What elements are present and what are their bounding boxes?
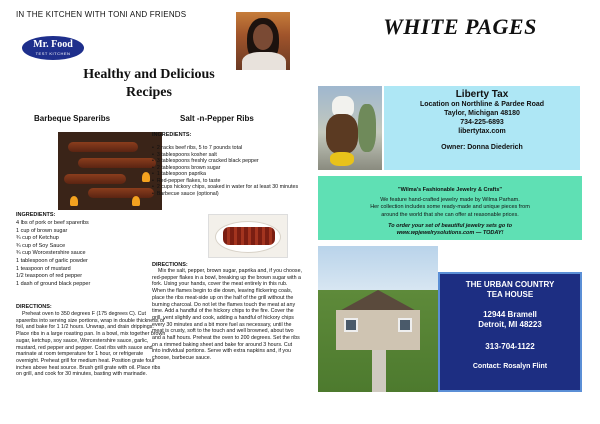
author-portrait-photo [236, 12, 290, 70]
tea-house-name: THE URBAN COUNTRY TEA HOUSE [465, 280, 555, 299]
list-item: • 2 tablespoons brown sugar [152, 165, 302, 172]
jewelry-title: "Wilma's Fashionable Jewelry & Crafts" [398, 187, 502, 193]
spareribs-photo [58, 132, 162, 210]
liberty-tax-name: Liberty Tax [455, 89, 509, 100]
jewelry-line: We feature hand-crafted jewelry made by Wilma Parham. [380, 197, 520, 204]
jewelry-line: around the world that she can offer at reasonable prices. [381, 211, 519, 218]
list-item: • 3 tablespoons kosher salt [152, 152, 302, 159]
list-item: • 2 racks beef ribs, 5 to 7 pounds total [152, 145, 302, 152]
liberty-mascot-photo [318, 86, 382, 170]
logo-subtitle: TEST KITCHEN [35, 51, 71, 56]
ingredients-list-salt-pepper [152, 145, 302, 197]
list-item: • 1 tablespoon paprika [152, 171, 302, 178]
jewelry-order-link[interactable]: www.wpjewelrysolutions.com — TODAY! [396, 230, 504, 237]
list-item: ¾ cup of Soy Sauce [16, 242, 66, 249]
directions-heading-salt-pepper: DIRECTIONS: [152, 262, 188, 268]
liberty-tax-website[interactable]: libertytax.com [458, 128, 506, 135]
list-item: ¾ cup of Ketchup [16, 235, 59, 242]
mr-food-logo [22, 36, 84, 60]
recipe-title-spareribs: Barbeque Spareribs [34, 114, 111, 123]
list-item: • 2 cups hickory chips, soaked in water for at least 30 minutes [152, 184, 302, 191]
list-item: 1 tablespoon of garlic powder [16, 257, 88, 264]
list-item: 4 lbs of pork or beef spareribs [16, 220, 89, 226]
liberty-tax-phone: 734-225-6893 [460, 119, 504, 126]
page-title: Healthy and Delicious Recipes [83, 67, 215, 100]
ingredients-heading-spareribs: INGREDIENTS: [16, 212, 56, 218]
list-item: • Barbecue sauce (optional) [152, 191, 302, 198]
liberty-tax-ad [384, 86, 580, 170]
tea-house-address: 12944 Bramell Detroit, MI 48223 [478, 310, 542, 329]
newsletter-tagline: IN THE KITCHEN WITH TONI AND FRIENDS [16, 10, 187, 19]
list-item: ¾ cup Worcestershire sauce [16, 250, 86, 257]
white-pages-title: WHITE PAGES [383, 14, 537, 39]
list-item: • Red-pepper flakes, to taste [152, 178, 302, 185]
logo-title: Mr. Food [33, 39, 73, 50]
jewelry-order-line: To order your set of beautiful jewelry sets go to [388, 222, 512, 229]
jewelry-line: Her collection includes some ready-made and unique pieces from [370, 204, 530, 211]
ingredients-heading-salt-pepper: INGREDIENTS: [152, 132, 192, 138]
list-item: 1 dash of ground black pepper [16, 280, 91, 287]
recipe-title-salt-pepper: Salt -n-Pepper Ribs [180, 114, 254, 123]
tea-house-ad [438, 272, 582, 392]
list-item: 1/2 teaspoon of red pepper [16, 273, 83, 280]
directions-heading-spareribs: DIRECTIONS: [16, 304, 52, 310]
tea-house-contact: Contact: Rosalyn Flint [472, 363, 548, 370]
liberty-tax-city: Taylor, Michigan 48180 [444, 110, 520, 117]
list-item: 1 cup of brown sugar [16, 227, 68, 234]
directions-text-salt-pepper: Mix the salt, pepper, brown sugar, paprika and, if you choose, red-pepper flakes in a bowl, breaking up the brown sugar with a fork. Using your hands, cover the meat entirely in this rub. When the flames begin to die down, leaving flickering coals, place the ribs meat-side up on the half of the grill without the burning charcoal. Do not let the flames touch the meat at any time. Add a handful of the hickory chips to the fire. Cover the grill, vent slightly and cook, adding a handful of hickory chips every 30 minutes and a bit more fuel as necessary, until the meat is crusty, soft to the touch and well browned, about two and a half hours. Preheat the oven to 200 degrees. Set the ribs on a rimmed baking sheet and bake for around 3 hours. Cut into individual portions. Serve with extra napkins and, if you choose, barbecue sauce. [152, 268, 302, 362]
directions-text-spareribs: Preheat oven to 350 degrees F (175 degrees C). Cut spareribs into serving size portions, wrap in double thickness of foil, and bake for 1 1/2 hours. Unwrap, and drain drippings. Place ribs in a large roasting pan. In a bowl, mix together brown sugar, ketchup, soy sauce, Worcestershire sauce, garlic, mustard, red pepper and pepper. Coat ribs with sauce and marinate at room temperature for 1 hour, or refrigerate overnight. Preheat grill for medium heat. Position grate four inches above heat source. Brush grill grate with oil. Place ribs on grill, and cook for 30 minutes, basting with marinade. [16, 311, 166, 378]
list-item: 1 teaspoon of mustard [16, 265, 71, 272]
ingredients-list-spareribs [16, 220, 156, 288]
tea-house-photo [318, 246, 438, 392]
jewelry-ad [318, 176, 582, 240]
list-item: • 3 tablespoons freshly cracked black pepper [152, 158, 302, 165]
liberty-tax-location: Location on Northline & Pardee Road [419, 101, 545, 108]
tea-house-phone: 313-704-1122 [485, 342, 535, 351]
liberty-tax-owner: Owner: Donna Diederich [441, 144, 523, 151]
salt-pepper-ribs-photo [208, 214, 288, 258]
